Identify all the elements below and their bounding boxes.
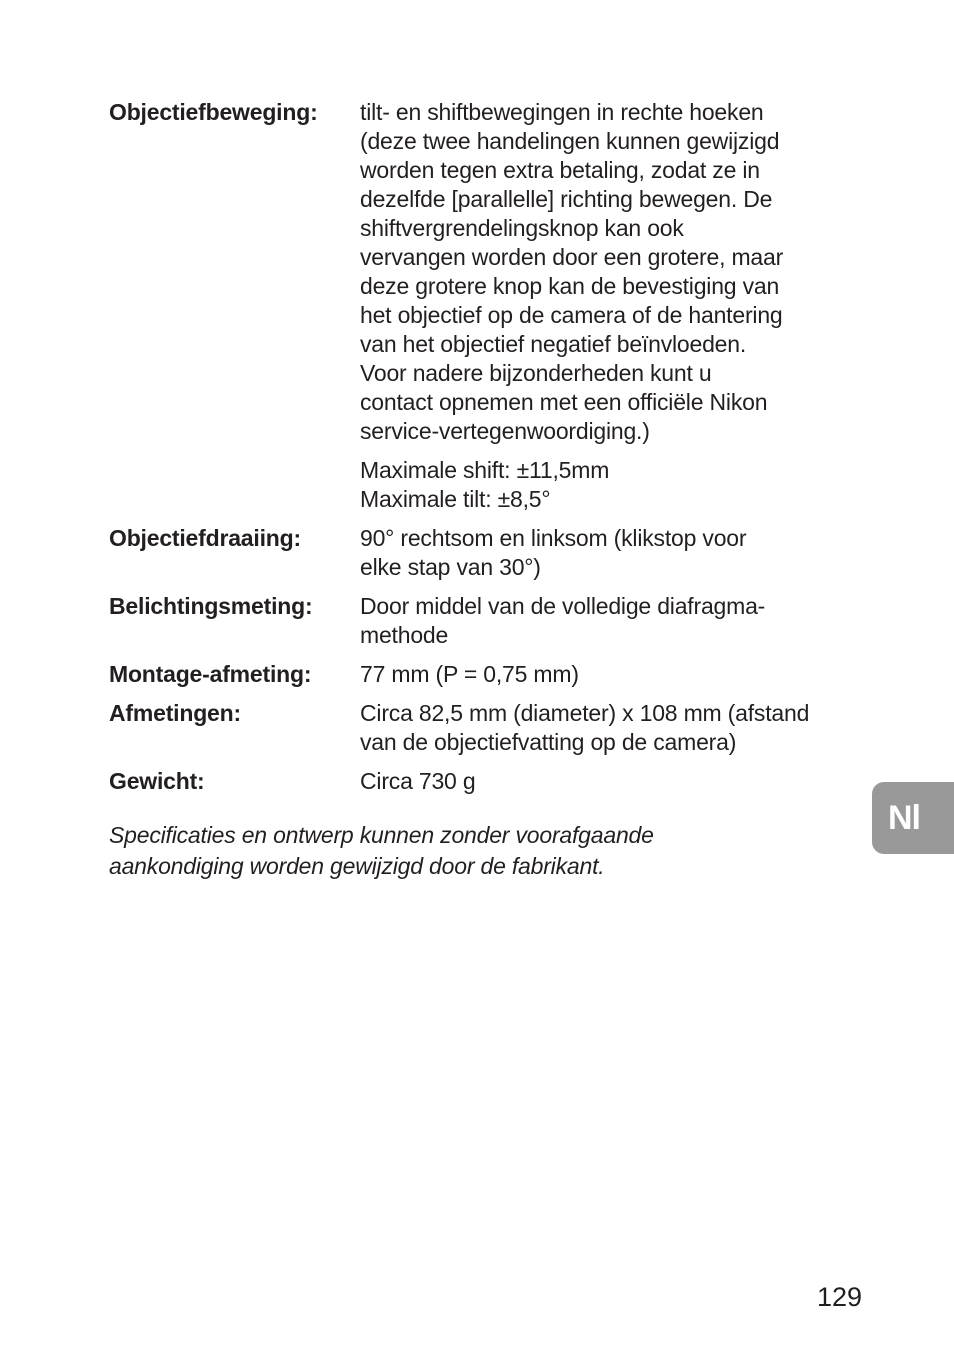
specification-notice xyxy=(109,820,849,882)
spec-label: Afmetingen: xyxy=(109,700,241,726)
spec-label: Belichtingsmeting: xyxy=(109,593,313,619)
text-line: service-vertegenwoordiging.) xyxy=(360,418,650,444)
spec-value xyxy=(360,767,849,796)
text-line: Maximale shift: ±11,5mm xyxy=(360,457,610,483)
spec-row-lens-movement xyxy=(109,98,849,514)
text-line: 77 mm (P = 0,75 mm) xyxy=(360,661,579,687)
text-line: elke stap van 30°) xyxy=(360,554,541,580)
text-line: 90° rechtsom en linksom (klikstop voor xyxy=(360,525,747,551)
spec-paragraph xyxy=(360,660,849,689)
text-line: worden tegen extra betaling, zodat ze in xyxy=(360,157,760,183)
spec-label: Objectiefdraaiing: xyxy=(109,525,301,551)
text-line: van de objectiefvatting op de camera) xyxy=(360,729,737,755)
spec-paragraph xyxy=(360,767,849,796)
spec-row-exposure-metering xyxy=(109,592,849,650)
spec-label: Objectiefbeweging: xyxy=(109,99,318,125)
text-line: dezelfde [parallelle] richting bewegen. De xyxy=(360,186,773,212)
spec-paragraph xyxy=(360,524,849,582)
spec-paragraph xyxy=(360,699,849,757)
text-line: shiftvergrendelingsknop kan ook xyxy=(360,215,684,241)
text-line: Circa 82,5 mm (diameter) x 108 mm (afstand xyxy=(360,700,810,726)
spec-row-attachment-size xyxy=(109,660,849,689)
notice-line: Specificaties en ontwerp kunnen zonder voorafgaande xyxy=(109,822,654,848)
language-tab xyxy=(872,782,954,854)
text-line: van het objectief negatief beïnvloeden. xyxy=(360,331,747,357)
text-line: Voor nadere bijzonderheden kunt u xyxy=(360,360,712,386)
spec-value xyxy=(360,660,849,689)
text-line: (deze twee handelingen kunnen gewijzigd xyxy=(360,128,780,154)
text-line: deze grotere knop kan de bevestiging van xyxy=(360,273,780,299)
spec-row-lens-rotation xyxy=(109,524,849,582)
spec-label: Gewicht: xyxy=(109,768,205,794)
text-line: methode xyxy=(360,622,449,648)
spec-paragraph xyxy=(360,456,849,514)
text-line: contact opnemen met een officiële Nikon xyxy=(360,389,768,415)
spec-row-dimensions xyxy=(109,699,849,757)
spec-table xyxy=(109,98,849,806)
spec-value xyxy=(360,524,849,582)
text-line: Circa 730 g xyxy=(360,768,476,794)
spec-paragraph xyxy=(360,592,849,650)
text-line: Door middel van de volledige diafragma- xyxy=(360,593,766,619)
language-tab-label: Nl xyxy=(888,798,920,837)
text-line: het objectief op de camera of de hantering xyxy=(360,302,783,328)
spec-row-weight xyxy=(109,767,849,796)
spec-paragraph xyxy=(360,98,849,446)
page-number: 129 xyxy=(816,1282,862,1312)
text-line: vervangen worden door een grotere, maar xyxy=(360,244,784,270)
text-line: tilt- en shiftbewegingen in rechte hoeken xyxy=(360,99,764,125)
spec-value xyxy=(360,98,849,514)
spec-value xyxy=(360,592,849,650)
spec-value xyxy=(360,699,849,757)
notice-line: aankondiging worden gewijzigd door de fabrikant. xyxy=(109,853,605,879)
spec-label: Montage-afmeting: xyxy=(109,661,312,687)
text-line: Maximale tilt: ±8,5° xyxy=(360,486,551,512)
